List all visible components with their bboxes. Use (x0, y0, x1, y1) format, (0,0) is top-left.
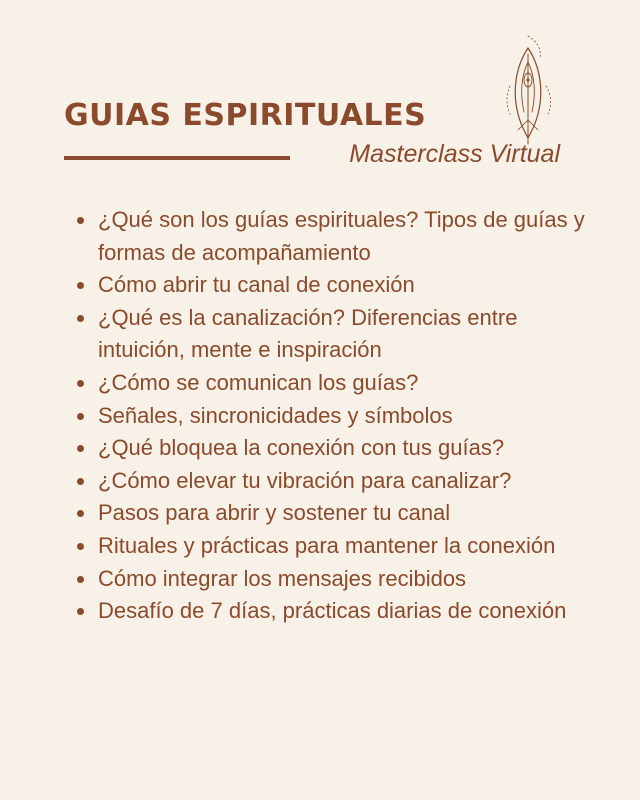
list-item: ¿Qué son los guías espirituales? Tipos de guías y formas de acompañamiento (77, 204, 587, 269)
title-underline (64, 156, 290, 160)
list-item: ¿Cómo elevar tu vibración para canalizar? (77, 465, 587, 498)
list-item: ¿Qué bloquea la conexión con tus guías? (77, 432, 587, 465)
list-item: ¿Cómo se comunican los guías? (77, 367, 587, 400)
list-item: Desafío de 7 días, prácticas diarias de conexión (77, 595, 587, 628)
page-title: GUIAS ESPIRITUALES (64, 98, 427, 133)
list-item: Pasos para abrir y sostener tu canal (77, 497, 587, 530)
list-item: Rituales y prácticas para mantener la conexión (77, 530, 587, 563)
topic-list (77, 204, 587, 628)
list-item: Señales, sincronicidades y símbolos (77, 400, 587, 433)
list-item: ¿Qué es la canalización? Diferencias entre intuición, mente e inspiración (77, 302, 587, 367)
list-item: Cómo abrir tu canal de conexión (77, 269, 587, 302)
page-subtitle: Masterclass Virtual (349, 140, 560, 168)
list-item: Cómo integrar los mensajes recibidos (77, 563, 587, 596)
feather-icon (496, 34, 560, 146)
